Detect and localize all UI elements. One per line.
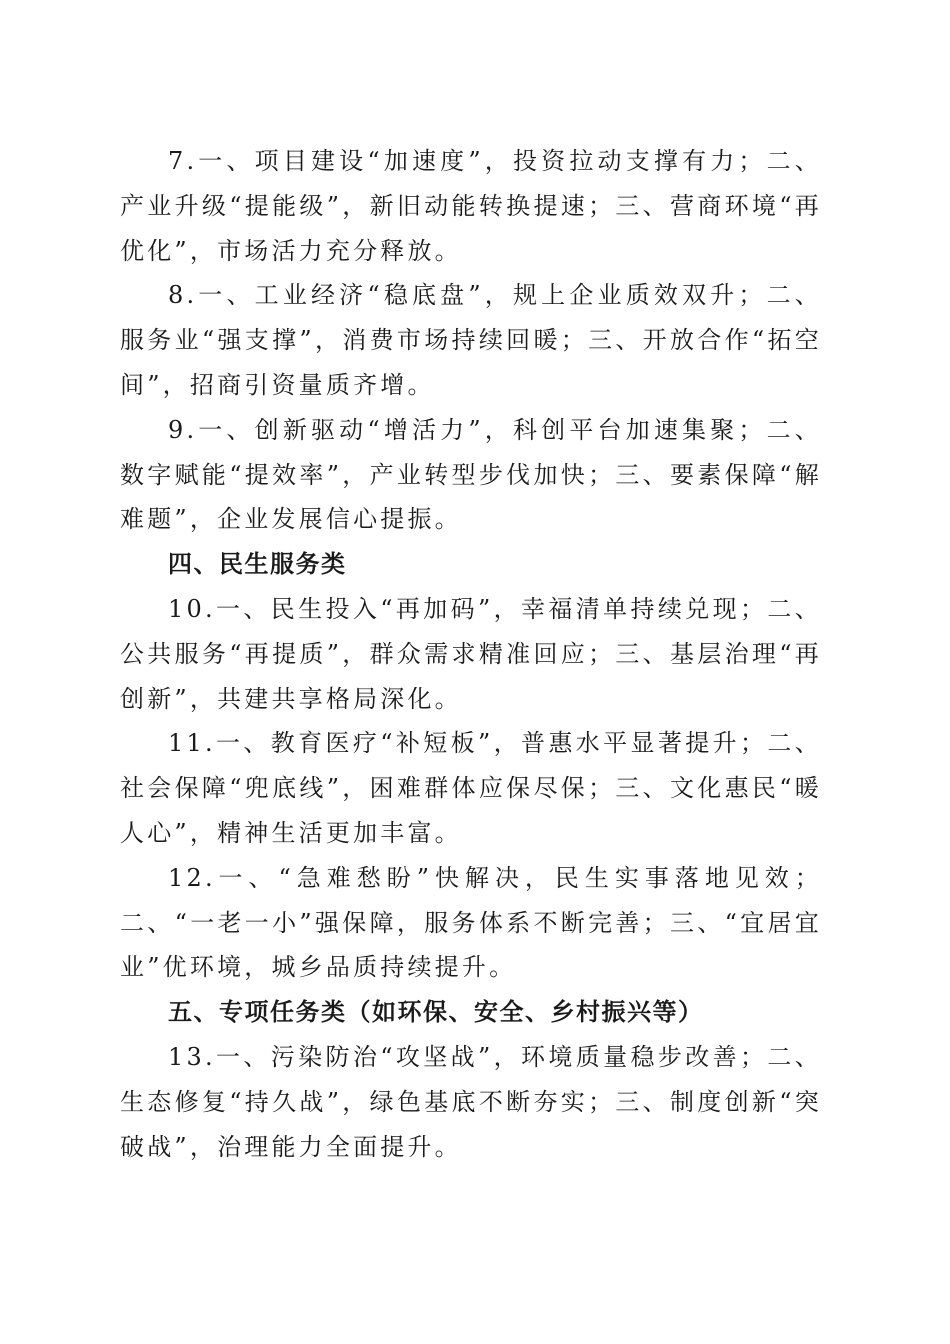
paragraph-11: 11.一、教育医疗“补短板”，普惠水平显著提升；二、社会保障“兜底线”，困难群体应保尽保；三、文化惠民“暖人心”，精神生活更加丰富。 — [120, 729, 822, 847]
paragraph-12: 12.一、“急难愁盼”快解决，民生实事落地见效；二、“一老一小”强保障，服务体系不断完善；三、“宜居宜业”优环境，城乡品质持续提升。 — [120, 863, 822, 982]
paragraph-10: 10.一、民生投入“再加码”，幸福清单持续兑现；二、公共服务“再提质”，群众需求精准回应；三、基层治理“再创新”，共建共享格局深化。 — [120, 594, 822, 713]
paragraph-7: 7.一、项目建设“加速度”，投资拉动支撑有力；二、产业升级“提能级”，新旧动能转换提速；三、营商环境“再优化”，市场活力充分释放。 — [120, 147, 822, 265]
paragraph-13: 13.一、污染防治“攻坚战”，环境质量稳步改善；二、生态修复“持久战”，绿色基底不断夯实；三、制度创新“突破战”，治理能力全面提升。 — [120, 1042, 822, 1161]
section-heading-special-tasks: 五、专项任务类（如环保、安全、乡村振兴等） — [168, 998, 704, 1027]
paragraph-9: 9.一、创新驱动“增活力”，科创平台加速集聚；二、数字赋能“提效率”，产业转型步伐加快；三、要素保障“解难题”，企业发展信心提振。 — [120, 415, 822, 534]
paragraph-8: 8.一、工业经济“稳底盘”，规上企业质效双升；二、服务业“强支撑”，消费市场持续回暖；三、开放合作“拓空间”，招商引资量质齐增。 — [120, 281, 822, 399]
section-heading-livelihood: 四、民生服务类 — [168, 550, 347, 579]
